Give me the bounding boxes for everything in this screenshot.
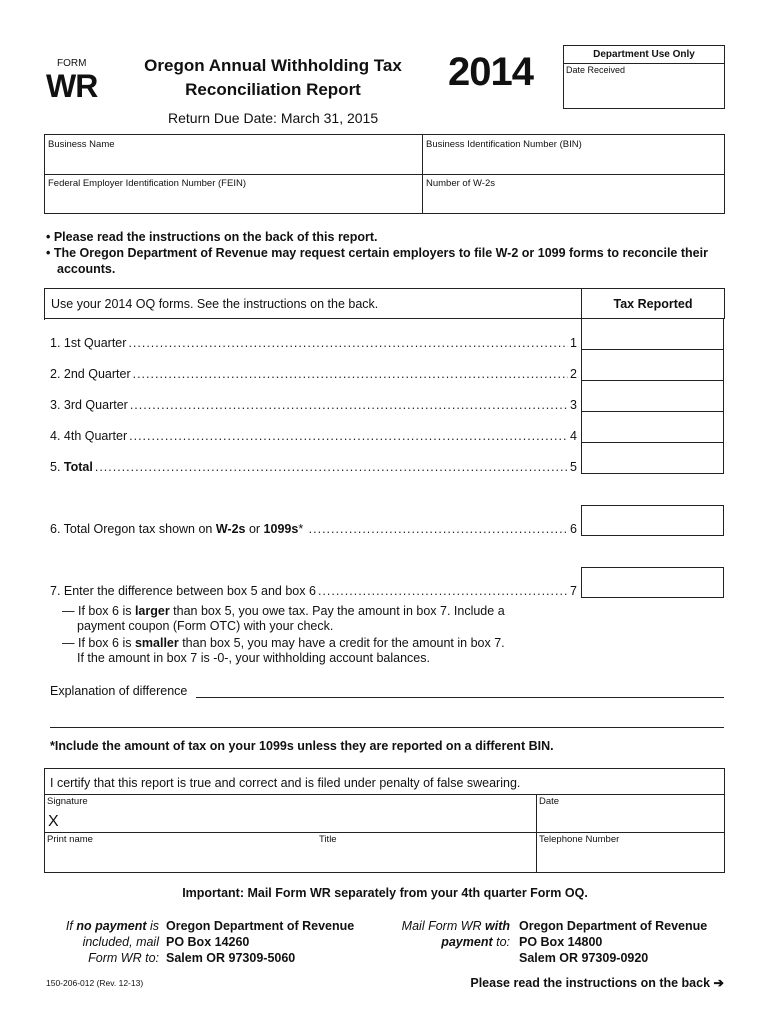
form-year: 2014: [448, 50, 533, 94]
with-payment-address-3: Salem OR 97309-0920: [519, 951, 649, 965]
notice-may-request: • The Oregon Department of Revenue may request certain employers to file W-2 or 1099 forms to reconcile their: [46, 246, 708, 260]
line-6-w2s: W-2s: [215, 522, 246, 536]
department-use-title: Department Use Only: [593, 49, 695, 60]
line-1-label: 1. 1st Quarter: [50, 336, 127, 350]
fein-field[interactable]: Federal Employer Identification Number (FEIN): [48, 178, 246, 189]
line-3-row: [50, 398, 577, 412]
date-received-label: Date Received: [566, 65, 626, 75]
form-code: WR: [46, 68, 98, 104]
signature-label: Signature: [47, 796, 88, 807]
title-field[interactable]: [319, 845, 531, 871]
line-7-note-smaller-line2: If the amount in box 7 is -0-, your withholding account balances.: [77, 651, 430, 665]
tax-table-intro: Use your 2014 OQ forms. See the instructions on the back.: [51, 297, 379, 311]
line-6-or: or: [245, 522, 264, 536]
line-5-label-prefix: 5.: [50, 460, 64, 474]
print-name-field[interactable]: [47, 845, 315, 871]
tax-reported-header: Tax Reported: [613, 297, 693, 311]
line-1-tax-input[interactable]: [581, 319, 724, 350]
important-mail-note: Important: Mail Form WR separately from your 4th quarter Form OQ.: [182, 886, 588, 900]
line-2-label: 2. 2nd Quarter: [50, 367, 131, 381]
line-7-note-larger-line2: payment coupon (Form OTC) with your check.: [77, 619, 334, 633]
explanation-line-1[interactable]: [196, 697, 724, 698]
certification-statement: I certify that this report is true and correct and is filed under penalty of false swearing.: [50, 776, 521, 790]
print-name-label: Print name: [47, 834, 93, 845]
department-use-box: [563, 45, 725, 109]
line-7-number: 7: [570, 584, 577, 598]
line-4-number: 4: [570, 429, 577, 443]
signature-mark: X: [48, 813, 59, 830]
line-5-number: 5: [570, 460, 577, 474]
explanation-line-2[interactable]: [50, 727, 724, 728]
arrow-right-icon: ➔: [713, 976, 724, 990]
business-name-field[interactable]: Business Name: [48, 139, 115, 150]
line-6-tax-input[interactable]: [581, 505, 724, 536]
form-title-line2: Reconciliation Report: [185, 80, 361, 99]
line-7-note-larger: — If box 6 is larger than box 5, you owe tax. Pay the amount in box 7. Include a: [62, 604, 505, 618]
line-7-tax-input[interactable]: [581, 567, 724, 598]
date-label: Date: [539, 796, 560, 807]
title-label: Title: [319, 834, 337, 845]
line-2-row: [50, 367, 577, 381]
form-number: 150-206-012 (Rev. 12-13): [46, 978, 144, 988]
number-of-w2s-field[interactable]: Number of W-2s: [426, 178, 495, 189]
telephone-field[interactable]: [539, 845, 721, 871]
line-3-tax-input[interactable]: [581, 381, 724, 412]
line-6-number: 6: [570, 522, 577, 536]
line-6-label-pre: 6. Total Oregon tax shown on: [50, 522, 216, 536]
line-3-label: 3. 3rd Quarter: [50, 398, 128, 412]
form-title-line1: Oregon Annual Withholding Tax: [144, 56, 402, 75]
line-7-note-smaller: — If box 6 is smaller than box 5, you may have a credit for the amount in box 7.: [62, 636, 505, 650]
no-payment-address-1: Oregon Department of Revenue: [166, 919, 355, 933]
line-2-tax-input[interactable]: [581, 350, 724, 381]
date-field[interactable]: [539, 807, 721, 831]
bin-field[interactable]: Business Identification Number (BIN): [426, 139, 582, 150]
no-payment-intro: If no payment is: [65, 919, 159, 933]
signature-field[interactable]: [65, 807, 530, 831]
line-6-1099s: 1099s: [263, 522, 299, 536]
line-6-asterisk: *: [298, 522, 307, 536]
line-1-number: 1: [570, 336, 577, 350]
line-3-number: 3: [570, 398, 577, 412]
line-5-label-total: Total: [63, 460, 93, 474]
line-4-row: [50, 429, 577, 443]
form-label: FORM: [57, 58, 87, 69]
certification-box: [44, 768, 725, 873]
no-payment-intro-line2: included, mail: [82, 935, 159, 949]
line-4-tax-input[interactable]: [581, 412, 724, 443]
with-payment-intro-line2: payment to:: [441, 935, 510, 949]
notice-read-instructions: • Please read the instructions on the back of this report.: [46, 230, 378, 244]
line-4-label: 4. 4th Quarter: [50, 429, 128, 443]
explanation-label: Explanation of difference: [50, 684, 188, 698]
line-2-number: 2: [570, 367, 577, 381]
line-1-row: [50, 336, 577, 350]
tax-table-header: [44, 288, 725, 319]
line-7-label: 7. Enter the difference between box 5 and box 6: [50, 584, 316, 598]
line-7-row: [50, 584, 577, 598]
no-payment-intro-line3: Form WR to:: [88, 951, 159, 965]
line-6-row: [50, 522, 577, 536]
back-instructions-note: Please read the instructions on the back ➔: [470, 976, 724, 990]
line-5-tax-input[interactable]: [581, 443, 724, 474]
footnote: *Include the amount of tax on your 1099s unless they are reported on a different BIN.: [50, 739, 554, 753]
line-5-row: [50, 460, 577, 474]
no-payment-address-3: Salem OR 97309-5060: [166, 951, 296, 965]
with-payment-intro: Mail Form WR with: [401, 919, 510, 933]
notice-accounts: accounts.: [57, 262, 116, 276]
telephone-label: Telephone Number: [539, 834, 620, 845]
with-payment-address-2: PO Box 14800: [519, 935, 603, 949]
with-payment-address-1: Oregon Department of Revenue: [519, 919, 708, 933]
due-date: Return Due Date: March 31, 2015: [168, 110, 379, 126]
business-info-grid: [44, 134, 725, 214]
no-payment-address-2: PO Box 14260: [166, 935, 250, 949]
